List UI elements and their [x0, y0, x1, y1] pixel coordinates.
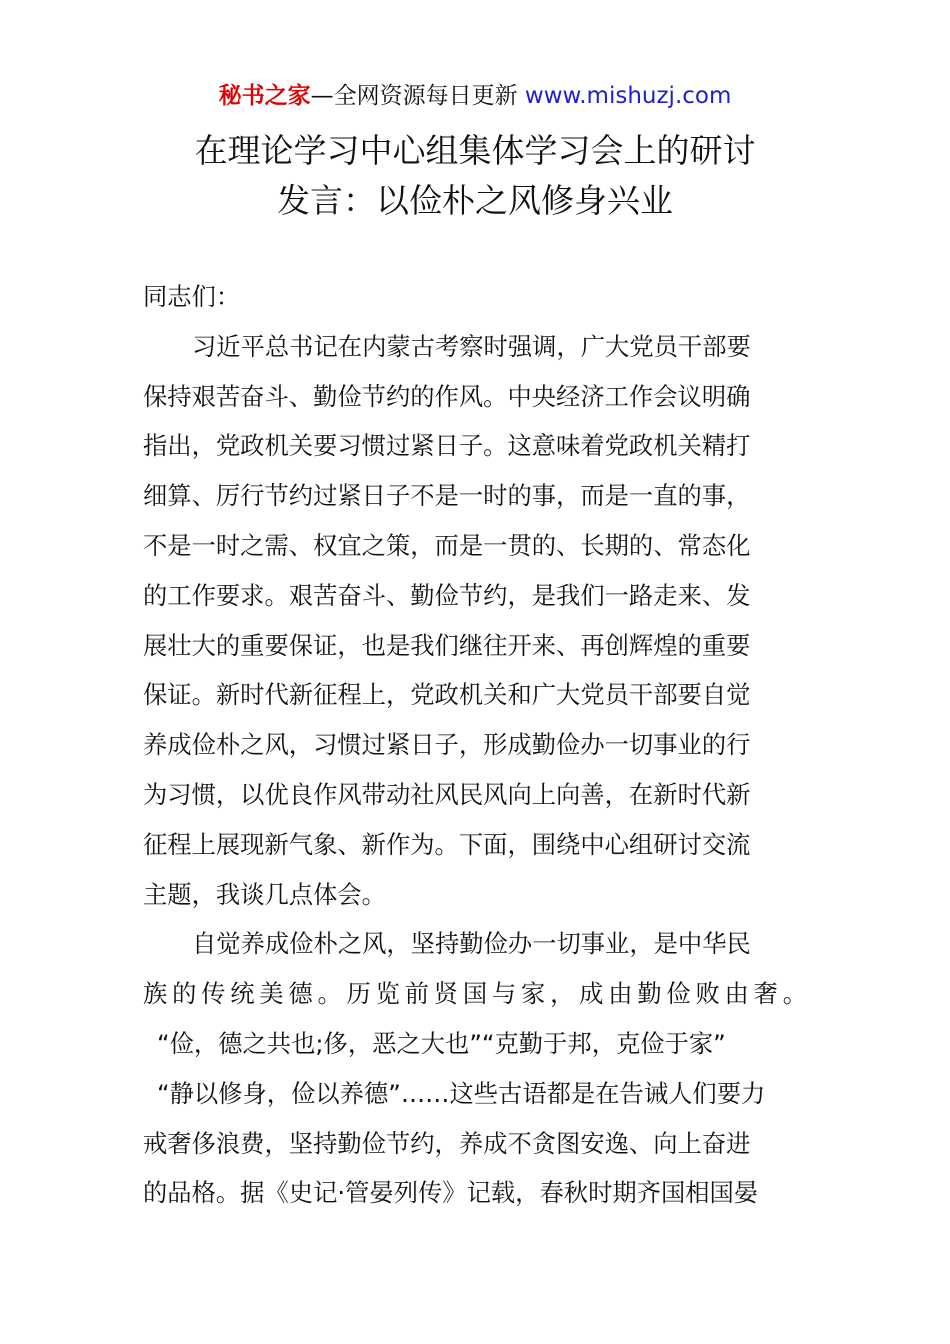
paragraph-2-line-1: 自觉养成俭朴之风，坚持勤俭办一切事业，是中华民 [192, 929, 751, 959]
paragraph-1-line-8: 保证。新时代新征程上，党政机关和广大党员干部要自觉 [143, 680, 751, 710]
paragraph-2-line-5: 戒奢侈浪费，坚持勤俭节约，养成不贪图安逸、向上奋进 [143, 1128, 751, 1158]
title-line-1: 在理论学习中心组集体学习会上的研讨 [194, 131, 756, 170]
paragraph-1-line-6: 的工作要求。艰苦奋斗、勤俭节约，是我们一路走来、发 [143, 580, 751, 610]
brand-name: 秘书之家 [218, 83, 311, 109]
paragraph-1-line-12: 主题，我谈几点体会。 [143, 879, 386, 909]
paragraph-2-line-4: “静以修身，俭以养德”……这些古语都是在告诫人们要力 [157, 1078, 766, 1108]
paragraph-1-line-5: 不是一时之需、权宜之策，而是一贯的、长期的、常态化 [143, 530, 751, 560]
salutation: 同志们： [143, 282, 241, 311]
site-url-link[interactable]: www.mishuzj.com [524, 83, 732, 109]
title-line-2: 发言：以俭朴之风修身兴业 [277, 181, 673, 220]
document-title [0, 126, 950, 226]
paragraph-1-line-4: 细算、厉行节约过紧日子不是一时的事，而是一直的事， [143, 481, 751, 511]
paragraph-1-line-1: 习近平总书记在内蒙古考察时强调，广大党员干部要 [192, 331, 751, 361]
paragraph-1-line-10: 为习惯，以优良作风带动社风民风向上向善，在新时代新 [143, 779, 751, 809]
paragraph-1-line-3: 指出，党政机关要习惯过紧日子。这意味着党政机关精打 [143, 431, 751, 461]
paragraph-1-line-9: 养成俭朴之风，习惯过紧日子，形成勤俭办一切事业的行 [143, 730, 751, 760]
paragraph-2-line-6: 的品格。据《史记·管晏列传》记载，春秋时期齐国相国晏 [143, 1178, 759, 1208]
paragraph-2-line-3: “俭，德之共也;侈，恶之大也”“克勤于邦，克俭于家” [157, 1028, 726, 1058]
paragraph-1-line-2: 保持艰苦奋斗、勤俭节约的作风。中央经济工作会议明确 [143, 381, 751, 411]
paragraph-1-line-7: 展壮大的重要保证，也是我们继往开来、再创辉煌的重要 [143, 630, 751, 660]
document-body [143, 272, 807, 1218]
paragraph-2-line-2: 族的传统美德。历览前贤国与家，成由勤俭败由奢。 [143, 979, 807, 1009]
site-header [0, 80, 950, 112]
site-tagline: —全网资源每日更新 [310, 83, 518, 109]
paragraph-1-line-11: 征程上展现新气象、新作为。下面，围绕中心组研讨交流 [143, 829, 751, 859]
